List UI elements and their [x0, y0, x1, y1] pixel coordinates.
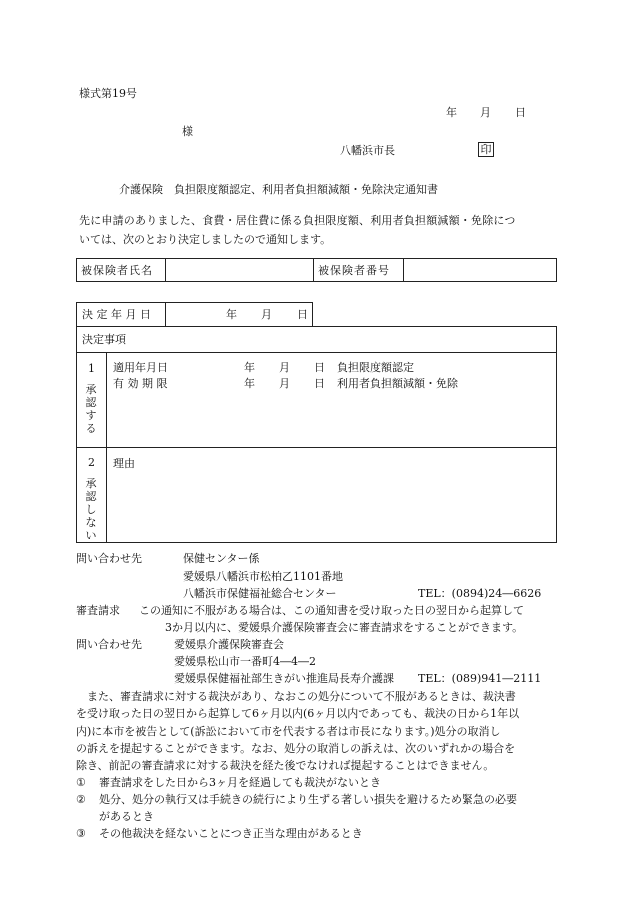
decision-items-header-line [76, 352, 557, 353]
form-number: 様式第19号 [79, 87, 137, 100]
approve-row1-month: 月 [279, 361, 290, 374]
decision-items-table [76, 326, 557, 543]
condition-2-mark: ② [76, 793, 86, 806]
condition-1-mark: ① [76, 776, 86, 789]
contact-label: 問い合わせ先 [76, 552, 142, 565]
decision-date-label: 決 定 年 月 日 [82, 308, 151, 321]
lawsuit-line-2: を受け取った日の翌日から起算して6ヶ月以内(6ヶ月以内であっても、裁決の日から1年以 [76, 707, 520, 720]
appeal-address: 愛媛県松山市一番町4―4―2 [174, 655, 316, 668]
appeal-org: 愛媛県介護保険審査会 [174, 638, 284, 651]
intro-line-2: いては、次のとおり決定しましたので通知します。 [79, 233, 332, 246]
condition-2-text: 処分、処分の執行又は手続きの続行により生ずる著しい損失を避けるため緊急の必要 [99, 793, 517, 806]
approve-row2-day: 日 [314, 377, 325, 390]
condition-1-text: 審査請求をした日から3ヶ月を経過しても裁決がないとき [99, 776, 381, 789]
date-day-label: 日 [515, 106, 526, 119]
deny-reason-label: 理由 [113, 457, 135, 470]
date-month-label: 月 [480, 106, 491, 119]
condition-3-mark: ③ [76, 827, 86, 840]
approve-row2-month: 月 [279, 377, 290, 390]
contact-dept: 保健センター係 [183, 552, 260, 565]
insured-number-label: 被保険者番号 [318, 264, 390, 277]
issuer-name: 八幡浜市長 [340, 144, 395, 157]
insured-name-label: 被保険者氏名 [81, 264, 153, 277]
approve-row2-item: 利用者負担額減額・免除 [337, 377, 458, 390]
lawsuit-line-3: 内)に本市を被告として(訴訟において市を代表する者は市長になります。)処分の取消し [76, 725, 501, 738]
approve-row1-item: 負担限度額認定 [337, 361, 414, 374]
lawsuit-line-1: また、審査請求に対する裁決があり、なおこの処分について不服があるときは、裁決書 [76, 690, 516, 703]
approve-side-label: 承認する [85, 383, 97, 435]
appeal-office: 愛媛県保健福祉部生きがい推進局長寿介護課 [174, 672, 394, 685]
decision-items-label: 決定事項 [82, 333, 126, 346]
contact-tel: TEL：(0894)24―6626 [418, 587, 542, 600]
insured-divider-2 [313, 258, 314, 282]
decision-date-day: 日 [297, 308, 308, 321]
approve-deny-divider [76, 447, 557, 448]
appeal-line-1: この通知に不服がある場合は、この通知書を受け取った日の翌日から起算して [139, 604, 524, 617]
intro-line-1: 先に申請のありました、食費・居住費に係る負担限度額、利用者負担額減額・免除につ [79, 214, 516, 227]
condition-2-continuation: があるとき [99, 810, 154, 823]
appeal-line-2: 3か月以内に、愛媛県介護保険審査会に審査請求をすることができます。 [165, 621, 524, 634]
deny-number: 2 [88, 456, 95, 469]
decision-date-year: 年 [226, 308, 237, 321]
lawsuit-line-5: 除き、前記の審査請求に対する裁決を経た後でなければ提起することはできません。 [76, 759, 495, 772]
appeal-tel: TEL：(089)941―2111 [418, 672, 542, 685]
deny-side-label: 承認しない [85, 477, 97, 542]
document-title: 介護保険 負担限度額認定、利用者負担額減額・免除決定通知書 [119, 183, 438, 196]
approve-row2-year: 年 [244, 377, 255, 390]
contact-address: 愛媛県八幡浜市松柏乙1101番地 [183, 570, 343, 583]
number-column-divider [106, 352, 107, 543]
approve-number: 1 [88, 362, 95, 375]
approve-row1-year: 年 [244, 361, 255, 374]
date-year-label: 年 [446, 106, 457, 119]
condition-3-text: その他裁決を経ないことにつき正当な理由があるとき [99, 827, 363, 840]
approve-row1-label: 適用年月日 [113, 361, 168, 374]
insured-divider-3 [403, 258, 404, 282]
approve-row1-day: 日 [314, 361, 325, 374]
decision-date-divider [165, 302, 166, 327]
appeal-contact-label: 問い合わせ先 [76, 638, 142, 651]
decision-date-month: 月 [261, 308, 272, 321]
approve-row2-label: 有 効 期 限 [113, 377, 168, 390]
seal-mark: 印 [478, 142, 494, 157]
lawsuit-line-4: の訴えを提起することができます。なお、処分の取消しの訴えは、次のいずれかの場合を [76, 742, 516, 755]
addressee-suffix: 様 [182, 125, 193, 138]
appeal-label: 審査請求 [76, 604, 120, 617]
contact-office: 八幡浜市保健福祉総合センター [183, 587, 337, 600]
insured-divider-1 [165, 258, 166, 282]
